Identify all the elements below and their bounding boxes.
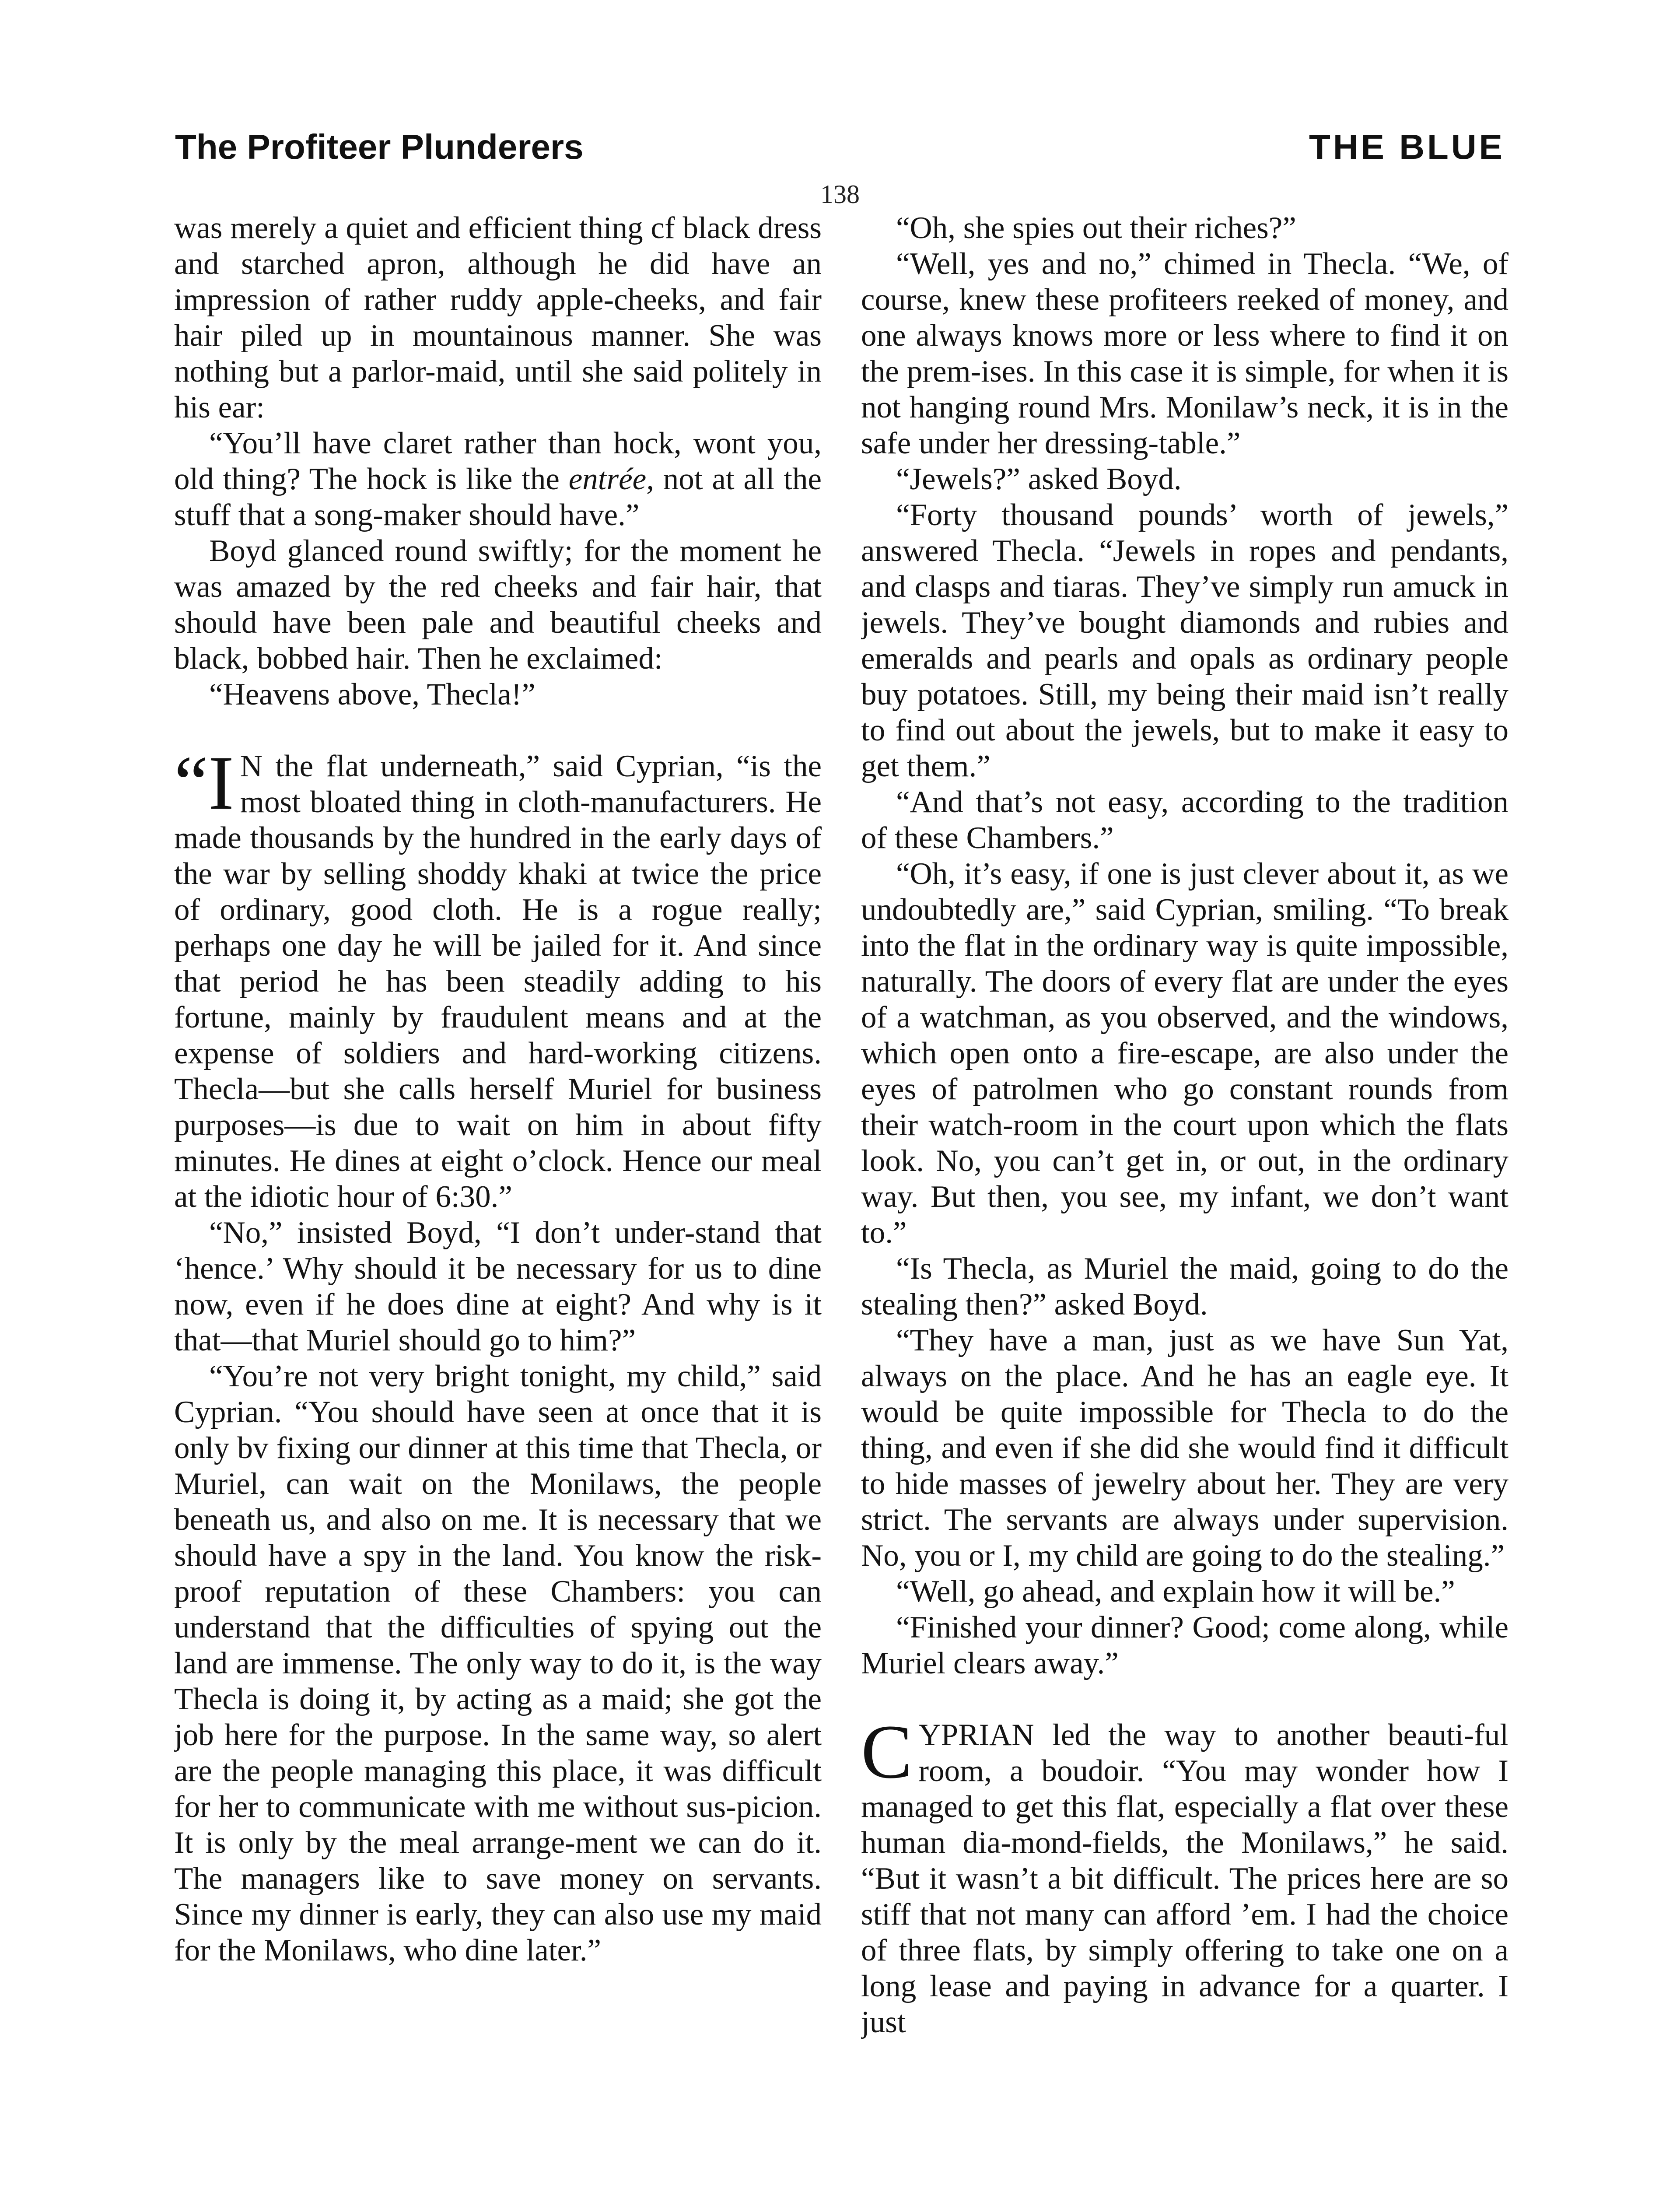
paragraph: “Forty thousand pounds’ worth of jewels,” answered Thecla. “Jewels in ropes and pendants, and clasps and tiaras. They’ve simply run amuck in jewels. They’ve bought diamonds and rubies and emeralds and pearls and opals as ordinary people buy potatoes. Still, my being their maid isn’t really to find out about the jewels, but to make it easy to get them.” xyxy=(861,498,1508,783)
paragraph: “Jewels?” asked Boyd. xyxy=(896,462,1182,496)
paragraph: “No,” insisted Boyd, “I don’t under-stand that ‘hence.’ Why should it be necessary for us to dine now, even if he does dine at eight? And why is it that—that Muriel should go to him?” xyxy=(174,1216,822,1357)
italic-text: entrée, xyxy=(568,462,654,496)
paragraph-text: N the flat underneath,” said Cyprian, “is the most bloated thing in cloth-manufacturers. He made thousands by the hundred in the early days of the war by selling shoddy khaki at twice the price of ordinary, good cloth. He is a rogue really; perhaps one day he will be jailed for it. And since that period he has been steadily adding to his fortune, mainly by fraudulent means and at the expense of soldiers and hard-working citizens. Thecla—but she calls herself Muriel for business purposes—is due to wait on him in about fifty minutes. He dines at eight o’clock. Hence our meal at the idiotic hour of 6:30.” xyxy=(174,749,822,1214)
section-paragraph xyxy=(861,1709,1508,2040)
drop-cap-letter: I xyxy=(208,740,234,826)
paragraph-text: YPRIAN led the way to another beauti-ful room, a boudoir. “You may wonder how I managed to get this flat, especially a flat over these human dia-mond-fields, the Monilaws,” he said. “But it wasn’t a bit difficult. The prices here are so stiff that not many can afford ’em. I had the choice of three flats, by simply offering to take one on a long lease and paying in advance for a quarter. I just xyxy=(861,1718,1508,2039)
drop-cap-quote: “ xyxy=(174,740,209,826)
paragraph: “And that’s not easy, according to the tradition of these Chambers.” xyxy=(861,785,1508,855)
paragraph: “They have a man, just as we have Sun Yat, always on the place. And he has an eagle eye. It would be quite impossible for Thecla to do the thing, and even if she did she would find it difficult to hide masses of jewelry about her. They are very strict. The servants are always under supervision. No, you or I, my child are going to do the stealing.” xyxy=(861,1323,1508,1573)
drop-cap: C xyxy=(861,1709,913,1795)
section-paragraph xyxy=(174,740,822,1215)
paragraph: “Oh, it’s easy, if one is just clever about it, as we undoubtedly are,” said Cyprian, smiling. “To break into the flat in the ordinary way is quite impossible, naturally. The doors of every flat are under the eyes of a watchman, as you observed, and the windows, which open onto a fire-escape, are also under the eyes of patrolmen who go constant rounds from their watch-room in the court upon which the flats look. No, you can’t get in, or out, in the ordinary way. But then, you see, my infant, we don’t want to.” xyxy=(861,857,1508,1250)
page-number: 138 xyxy=(820,180,860,209)
paragraph xyxy=(174,425,822,533)
paragraph: “You’re not very bright tonight, my child,” said Cyprian. “You should have seen at once that it is only bv fixing our dinner at this time that Thecla, or Muriel, can wait on the Monilaws, the people beneath us, and also on me. It is necessary that we should have a spy in the land. You know the risk-proof reputation of these Chambers: you can understand that the difficulties of spying out the land are immense. The only way to do it, is the way Thecla is doing it, by acting as a maid; she got the job here for the purpose. In the same way, so alert are the people managing this place, it was difficult for her to communicate with me without sus-picion. It is only by the meal arrange-ment we can do it. The managers like to save money on servants. Since my dinner is early, they can also use my maid for the Monilaws, who dine later.” xyxy=(174,1359,822,1967)
paragraph: “Finished your dinner? Good; come along, while Muriel clears away.” xyxy=(861,1610,1508,1680)
paragraph: “Well, go ahead, and explain how it will be.” xyxy=(896,1574,1455,1609)
left-column xyxy=(174,210,822,2188)
paragraph: Boyd glanced round swiftly; for the moment he was amazed by the red cheeks and fair hair, that should have been pale and beautiful cheeks and black, bobbed hair. Then he exclaimed: xyxy=(174,534,822,676)
paragraph: “Is Thecla, as Muriel the maid, going to do the stealing then?” asked Boyd. xyxy=(861,1252,1508,1322)
magazine-title: THE BLUE xyxy=(1309,127,1505,166)
paragraph: “Well, yes and no,” chimed in Thecla. “We, of course, knew these profiteers reeked of money, and one always knows more or less where to find it on the prem-ises. In this case it is simple, for when it is not hanging round Mrs. Monilaw’s neck, it is in the safe under her dressing-table.” xyxy=(861,247,1508,460)
right-column xyxy=(861,210,1508,2188)
paragraph-text: “You’ll have claret rather than hock, wont you, old thing? The hock is like the xyxy=(174,426,822,496)
paragraph-text: not at all the stuff that a song-maker should have.” xyxy=(174,462,822,532)
drop-cap xyxy=(174,740,234,826)
story-title: The Profiteer Plunderers xyxy=(175,127,584,166)
paragraph: “Oh, she spies out their riches?” xyxy=(896,211,1296,245)
paragraph: was merely a quiet and efficient thing cf black dress and starched apron, although he did have an impression of rather ruddy apple-cheeks, and fair hair piled up in mountainous manner. She was nothing but a parlor-maid, until she said politely in his ear: xyxy=(174,211,822,424)
running-header xyxy=(175,127,1505,175)
paragraph: “Heavens above, Thecla!” xyxy=(209,677,536,712)
